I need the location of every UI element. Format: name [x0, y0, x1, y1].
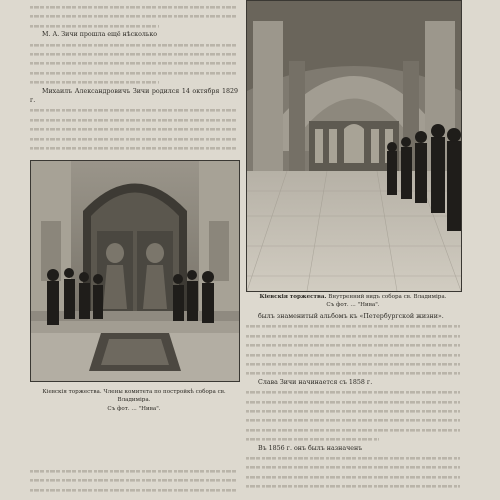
photo-left-credit: Съ фот. ... "Нива".	[107, 405, 161, 412]
photo-cathedral-doors	[30, 160, 240, 382]
right-paragraph-1: былъ знаменитый альбомъ къ «Петербургской жизни».	[258, 313, 444, 320]
photo-right-credit: Съ фот. ... "Нива".	[326, 302, 380, 309]
right-text-column	[246, 312, 460, 500]
photo-left-caption	[30, 388, 238, 413]
cathedral-interior-illustration	[247, 1, 461, 291]
photo-cathedral-interior	[246, 0, 462, 292]
photo-left-caption-text: Кіевскія торжества. Члены комитета по постройкѣ собора св. Владиміра.	[42, 389, 226, 404]
top-left-paragraph-2: Михаилъ Александровичъ Зичи родился 14 октября 1829 г.	[30, 87, 238, 104]
top-left-paragraph-1: М. А. Зичи прошла ещё нѣсколько	[42, 31, 158, 39]
bottom-left-text	[30, 466, 238, 500]
photo-right-caption-title: Кіевскія торжества.	[259, 294, 327, 300]
right-paragraph-2: Слава Зичи начинается съ 1858 г.	[258, 378, 373, 386]
right-paragraph-3: Въ 1856 г. онъ былъ назначенъ	[258, 444, 363, 452]
photo-right-caption	[246, 293, 460, 310]
top-left-text-column	[30, 2, 238, 152]
cathedral-doors-illustration	[31, 161, 239, 381]
photo-right-caption-text: Внутренний видъ собора св. Владиміра.	[328, 294, 447, 300]
